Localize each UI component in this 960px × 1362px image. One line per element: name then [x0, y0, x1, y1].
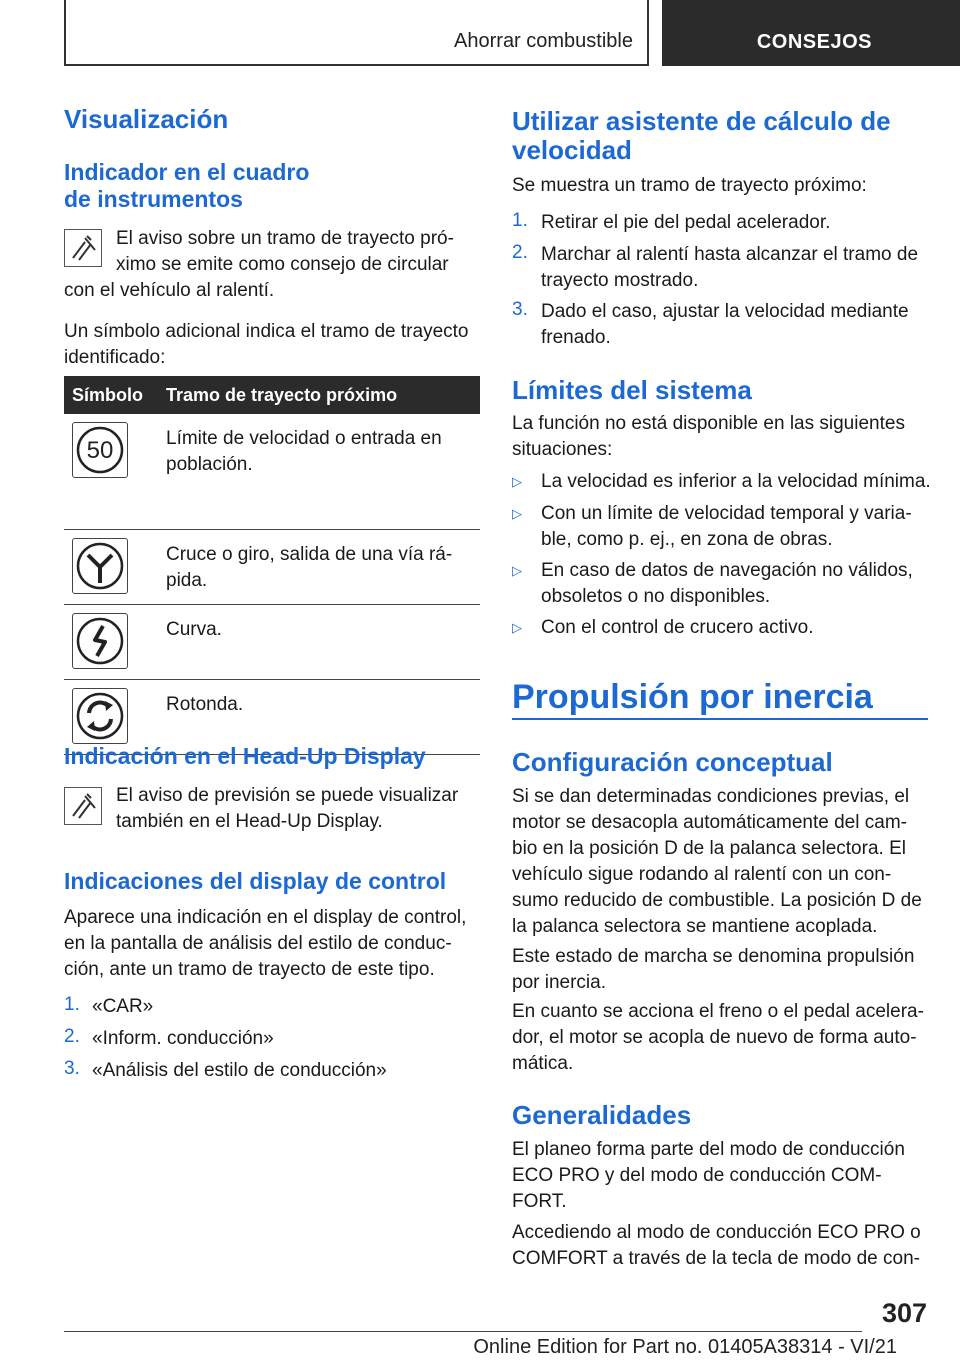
heading-generalidades: Generalidades: [512, 1100, 692, 1130]
p-freno-line: mática.: [512, 1053, 574, 1074]
bullet-text: Con un límite de velocidad temporal y varia-: [541, 503, 912, 524]
p-config-line: bio en la posición D de la palanca selectora. El: [512, 838, 906, 859]
p-config-line: vehículo sigue rodando al ralentí con un con-: [512, 864, 892, 885]
p-config-line: sumo reducido de combustible. La posición D de: [512, 890, 922, 911]
bullet-text: ble, como p. ej., en zona de obras.: [541, 529, 833, 550]
hint1-line2: ximo se emite como consejo de circular: [116, 254, 449, 275]
heading-config: Configuración conceptual: [512, 747, 833, 777]
p-limites-line2: situaciones:: [512, 439, 613, 460]
hint1-line3: con el vehículo al ralentí.: [64, 280, 275, 301]
heading-rule: [512, 718, 928, 720]
p-freno-line: dor, el motor se acopla de nuevo de forma auto-: [512, 1027, 917, 1048]
p-config-line: motor se desacopla automáticamente del cam-: [512, 812, 907, 833]
step-text: Marchar al ralentí hasta alcanzar el tramo de: [541, 244, 919, 265]
step-text: frenado.: [541, 327, 611, 348]
hint2-line2: también en el Head-Up Display.: [116, 811, 383, 832]
heading-visualizacion: Visualización: [64, 104, 229, 134]
roundabout-icon: [72, 688, 128, 744]
step-text: «Análisis del estilo de conducción»: [92, 1060, 387, 1081]
heading-indicador-1: Indicador en el cuadro: [64, 159, 310, 185]
header-section-title: Ahorrar combustible: [454, 30, 633, 52]
step-number: 3.: [512, 299, 528, 320]
p-control-line3: ción, ante un tramo de trayecto de este tipo.: [64, 959, 435, 980]
p-estado-line: Este estado de marcha se denomina propulsión: [512, 946, 915, 967]
footer-rule: [64, 1331, 862, 1332]
table-cell-line: Rotonda.: [166, 693, 244, 715]
bullet-triangle-icon: ▷: [512, 563, 522, 578]
heading-limites: Límites del sistema: [512, 375, 752, 405]
table-row: [64, 414, 480, 529]
bullet-triangle-icon: ▷: [512, 506, 522, 521]
table-cell-line: pida.: [166, 569, 208, 591]
table-cell-line: Límite de velocidad o entrada en: [166, 428, 442, 449]
step-number: 2.: [512, 242, 528, 263]
p-freno-line: En cuanto se acciona el freno o el pedal acelera-: [512, 1001, 924, 1022]
table-header-section: Tramo de trayecto próximo: [158, 376, 480, 414]
bullet-text: obsoletos o no disponibles.: [541, 586, 771, 607]
p-control-line2: en la pantalla de análisis del estilo de conduc-: [64, 933, 452, 954]
p-simbolo-line2: identificado:: [64, 347, 166, 368]
speed-limit-50-icon: [72, 422, 128, 478]
footer-edition: Online Edition for Part no. 01405A38314 - VI/21: [473, 1336, 897, 1358]
bullet-text: Con el control de crucero activo.: [541, 617, 814, 638]
table-cell-line: Curva.: [166, 618, 222, 640]
p-control-line1: Aparece una indicación en el display de control,: [64, 907, 467, 928]
bullet-text: La velocidad es inferior a la velocidad mínima.: [541, 471, 931, 492]
bullet-text: En caso de datos de navegación no válidos,: [541, 560, 913, 581]
step-number: 3.: [64, 1058, 80, 1079]
p-planeo-line: El planeo forma parte del modo de conducción: [512, 1139, 905, 1160]
speed-limit-value: 50: [86, 437, 114, 464]
heading-display-control: Indicaciones del display de control: [64, 868, 447, 894]
page-number: 307: [881, 1298, 927, 1328]
p-simbolo-line1: Un símbolo adicional indica el tramo de trayecto: [64, 321, 469, 342]
table-header-symbol: Símbolo: [64, 376, 158, 414]
p-accediendo-line: COMFORT a través de la tecla de modo de con-: [512, 1248, 920, 1269]
header-chapter-tab: [662, 0, 960, 66]
table-header-row: [64, 376, 480, 414]
p-limites-line1: La función no está disponible en las siguientes: [512, 413, 905, 434]
step-number: 2.: [64, 1026, 80, 1047]
step-text: Dado el caso, ajustar la velocidad mediante: [541, 301, 909, 322]
hint-icon: [64, 229, 102, 267]
intersection-icon: [72, 538, 128, 594]
bullet-triangle-icon: ▷: [512, 620, 522, 635]
p-asistente: Se muestra un tramo de trayecto próximo:: [512, 175, 867, 196]
heading-indicador-2: de instrumentos: [64, 186, 243, 212]
step-text: Retirar el pie del pedal acelerador.: [541, 212, 831, 233]
symbol-table: [64, 376, 480, 755]
heading-propulsion: Propulsión por inercia: [512, 678, 873, 716]
step-number: 1.: [64, 994, 80, 1015]
p-planeo-line: ECO PRO y del modo de conducción COM-: [512, 1165, 882, 1186]
table-row: [64, 604, 480, 679]
table-cell-line: población.: [166, 454, 253, 475]
header-chapter-title: CONSEJOS: [756, 31, 872, 53]
heading-asistente-1: Utilizar asistente de cálculo de: [512, 106, 891, 136]
bullet-triangle-icon: ▷: [512, 474, 522, 489]
p-config-line: Si se dan determinadas condiciones previas, el: [512, 786, 910, 807]
hint-icon: [64, 787, 102, 825]
heading-hud: Indicación en el Head-Up Display: [64, 743, 426, 769]
heading-asistente-2: velocidad: [512, 135, 632, 165]
table-cell-line: Cruce o giro, salida de una vía rá-: [166, 543, 453, 565]
step-text: trayecto mostrado.: [541, 270, 699, 291]
p-estado-line: por inercia.: [512, 972, 606, 993]
p-accediendo-line: Accediendo al modo de conducción ECO PRO o: [512, 1222, 921, 1243]
step-text: «Inform. conducción»: [92, 1028, 274, 1049]
p-config-line: la palanca selectora se mantiene acoplada.: [512, 916, 878, 937]
header-section-tab: [64, 0, 649, 66]
hint1-line1: El aviso sobre un tramo de trayecto pró-: [116, 228, 454, 249]
step-text: «CAR»: [92, 996, 154, 1017]
step-number: 1.: [512, 210, 528, 231]
hint2-line1: El aviso de previsión se puede visualizar: [116, 785, 459, 806]
p-planeo-line: FORT.: [512, 1191, 567, 1212]
table-row: [64, 529, 480, 604]
curve-icon: [72, 613, 128, 669]
